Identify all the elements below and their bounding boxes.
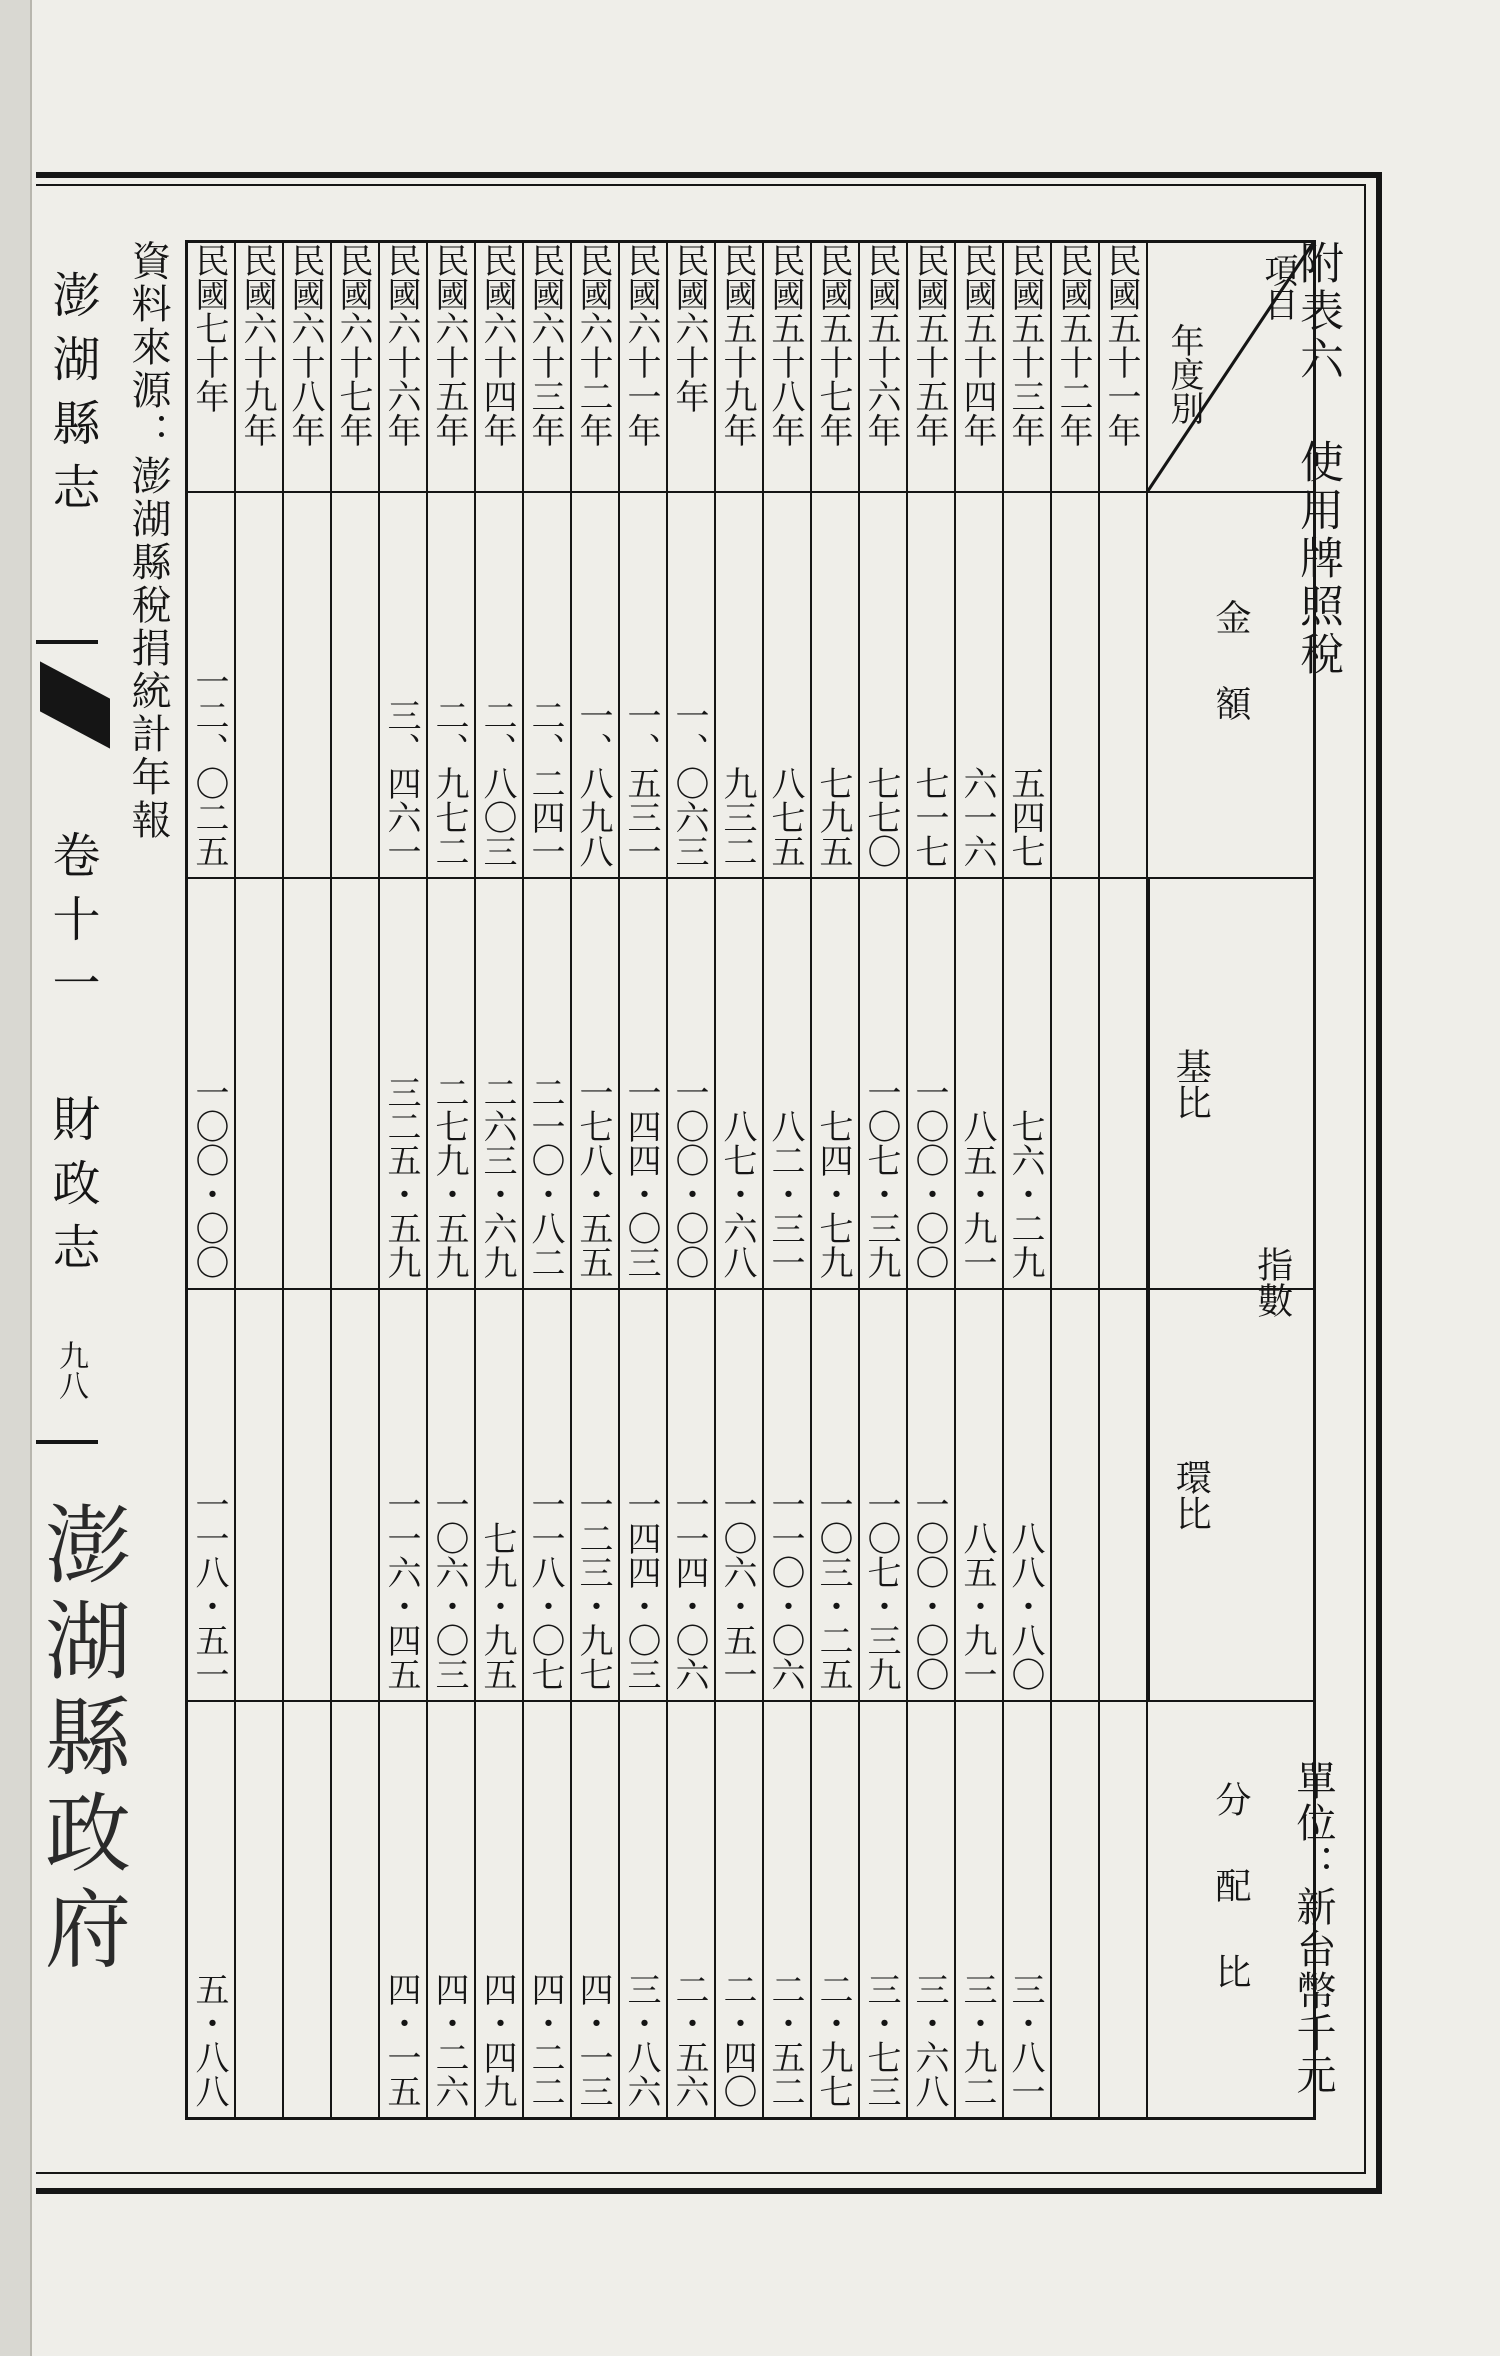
value-cell-base [907,878,955,1290]
divider-rule [36,640,98,644]
value-cell-chain [955,1289,1003,1701]
value-cell-base [187,878,236,1290]
value-dist: 四・二六 [429,1972,469,2108]
value-cell-dist [283,1701,331,2118]
government-stamp: 澎湖縣政府 [30,1500,130,1980]
header-chain-ratio [1147,1289,1315,1701]
value-amount: 九三二 [717,765,757,868]
value-cell-chain [235,1289,283,1701]
value-chain: 一〇〇・〇〇 [909,1487,949,1692]
year-cell [667,242,715,492]
value-chain: 一一〇・〇六 [765,1487,805,1692]
value-cell-amount [955,492,1003,878]
year-label: 民國五十四年 [957,243,997,447]
header-amount [1147,492,1315,878]
value-amount: 八七五 [765,765,805,868]
year-label: 民國六十九年 [237,243,277,447]
value-amount: 一二、〇二五 [189,663,229,868]
year-cell [235,242,283,492]
year-cell [907,242,955,492]
value-cell-base [859,878,907,1290]
value-cell-chain [715,1289,763,1701]
year-label: 民國五十五年 [909,243,949,447]
value-cell-amount [715,492,763,878]
year-cell [715,242,763,492]
value-cell-chain [763,1289,811,1701]
value-cell-amount [427,492,475,878]
value-cell-base [763,878,811,1290]
value-cell-amount [331,492,379,878]
value-dist: 二・九七 [813,1972,853,2108]
value-chain: 一〇三・二五 [813,1487,853,1692]
value-cell-base [1051,878,1099,1290]
value-dist: 三・九二 [957,1972,997,2108]
value-base: 二六三・六九 [477,1075,517,1280]
year-cell [475,242,523,492]
value-cell-dist [571,1701,619,2118]
value-cell-base [523,878,571,1290]
table-source: 資料來源：澎湖縣稅捐統計年報 [125,240,171,842]
year-label: 民國五十八年 [765,243,805,447]
value-base: 一四四・〇三 [621,1075,661,1280]
value-cell-amount [859,492,907,878]
year-cell [427,242,475,492]
value-cell-base [811,878,859,1290]
value-cell-amount [523,492,571,878]
year-cell [523,242,571,492]
year-label: 民國六十年 [669,243,709,413]
value-amount: 五四七 [1005,765,1045,868]
value-dist: 二・五二 [765,1972,805,2108]
value-cell-amount [811,492,859,878]
year-label: 民國五十七年 [813,243,853,447]
value-chain: 一〇六・〇三 [429,1487,469,1692]
value-dist: 二・五六 [669,1972,709,2108]
value-cell-amount [619,492,667,878]
page-number: 九八 [53,1340,88,1400]
year-cell [571,242,619,492]
value-dist: 四・一三 [573,1972,613,2108]
value-chain: 一一四・〇六 [669,1487,709,1692]
value-cell-chain [1099,1289,1147,1701]
year-label: 民國五十一年 [1101,243,1141,447]
year-label: 民國六十七年 [333,243,373,447]
value-amount: 七九五 [813,765,853,868]
value-amount: 二、八〇三 [477,697,517,868]
table-title: 附表六 使用牌照稅 [1292,240,1343,679]
value-base: 三二五・五九 [381,1075,421,1280]
value-cell-chain [571,1289,619,1701]
value-cell-base [571,878,619,1290]
year-label: 民國六十四年 [477,243,517,447]
value-cell-amount [475,492,523,878]
page-edge [0,0,32,2356]
value-cell-chain [331,1289,379,1701]
value-amount: 六一六 [957,765,997,868]
year-label: 民國七十年 [189,243,229,413]
header-base-ratio-text: 基比 [1170,1047,1212,1120]
year-cell [283,242,331,492]
value-cell-amount [283,492,331,878]
value-cell-dist [523,1701,571,2118]
value-cell-dist [235,1701,283,2118]
value-cell-base [379,878,427,1290]
value-amount: 三、四六一 [381,697,421,868]
value-chain: 一〇六・五一 [717,1487,757,1692]
value-base: 一〇七・三九 [861,1075,901,1280]
value-cell-base [667,878,715,1290]
year-cell [187,242,236,492]
value-base: 一〇〇・〇〇 [669,1075,709,1280]
value-cell-chain [811,1289,859,1701]
value-chain: 一二三・九七 [573,1487,613,1692]
value-cell-dist [811,1701,859,2118]
value-cell-amount [1051,492,1099,878]
year-cell [811,242,859,492]
value-cell-dist [1003,1701,1051,2118]
value-base: 八五・九一 [957,1109,997,1280]
value-base: 七六・二九 [1005,1109,1045,1280]
year-label: 民國五十六年 [861,243,901,447]
value-base: 八二・三一 [765,1109,805,1280]
book-title: 澎湖縣志 [44,270,100,526]
header-item-label: 項目 [1258,253,1298,321]
year-label: 民國五十二年 [1053,243,1093,447]
value-cell-base [331,878,379,1290]
value-cell-chain [907,1289,955,1701]
year-cell [619,242,667,492]
value-chain: 一一八・〇七 [525,1487,565,1692]
value-cell-base [619,878,667,1290]
header-base-ratio [1147,878,1315,1319]
value-dist: 三・八一 [1005,1972,1045,2108]
value-chain: 八八・八〇 [1005,1521,1045,1692]
value-chain: 一一六・四五 [381,1487,421,1692]
year-label: 民國六十三年 [525,243,565,447]
year-label: 民國五十三年 [1005,243,1045,447]
value-dist: 四・一五 [381,1972,421,2108]
value-base: 八七・六八 [717,1109,757,1280]
value-cell-amount [187,492,236,878]
value-cell-base [955,878,1003,1290]
value-cell-dist [475,1701,523,2118]
value-cell-dist [907,1701,955,2118]
value-cell-chain [523,1289,571,1701]
value-cell-amount [763,492,811,878]
value-cell-chain [283,1289,331,1701]
header-distribution-text: 分配比 [1210,1780,1251,2039]
value-cell-dist [379,1701,427,2118]
value-dist: 五・八八 [189,1972,229,2108]
value-dist: 三・七三 [861,1972,901,2108]
value-amount: 一、五三一 [621,697,661,868]
value-amount: 七七〇 [861,765,901,868]
value-dist: 三・六八 [909,1972,949,2108]
divider-rule-lower [36,1440,98,1444]
year-label: 民國六十八年 [285,243,325,447]
value-cell-amount [1099,492,1147,878]
value-cell-dist [763,1701,811,2118]
header-index: 指數 [1251,1246,1293,1319]
year-cell [1003,242,1051,492]
value-cell-amount [907,492,955,878]
value-base: 二一〇・八二 [525,1075,565,1280]
year-label: 民國六十二年 [573,243,613,447]
value-cell-dist [667,1701,715,2118]
header-amount-text: 金額 [1210,598,1251,771]
year-cell [859,242,907,492]
year-label: 民國五十九年 [717,243,757,447]
chapter-title: 卷十一 財政志 [44,830,100,1286]
year-cell [763,242,811,492]
year-label: 民國六十一年 [621,243,661,447]
value-amount: 一、八九八 [573,697,613,868]
value-chain: 一一八・五一 [189,1487,229,1692]
value-cell-chain [475,1289,523,1701]
year-cell [1051,242,1099,492]
value-cell-dist [427,1701,475,2118]
value-chain: 一〇七・三九 [861,1487,901,1692]
value-cell-base [1099,878,1147,1290]
value-cell-dist [859,1701,907,2118]
value-cell-amount [571,492,619,878]
value-cell-dist [715,1701,763,2118]
value-base: 二七九・五九 [429,1075,469,1280]
value-dist: 四・二二 [525,1972,565,2108]
value-chain: 一四四・〇三 [621,1487,661,1692]
value-cell-chain [1051,1289,1099,1701]
value-cell-dist [331,1701,379,2118]
value-dist: 二・四〇 [717,1972,757,2108]
value-cell-chain [667,1289,715,1701]
value-dist: 三・八六 [621,1972,661,2108]
year-cell [955,242,1003,492]
value-cell-base [1003,878,1051,1290]
value-cell-chain [1003,1289,1051,1701]
value-cell-chain [859,1289,907,1701]
value-cell-chain [379,1289,427,1701]
year-label: 民國六十六年 [381,243,421,447]
value-cell-amount [379,492,427,878]
value-dist: 四・四九 [477,1972,517,2108]
value-cell-dist [619,1701,667,2118]
value-cell-amount [667,492,715,878]
value-amount: 二、二四一 [525,697,565,868]
value-cell-chain [427,1289,475,1701]
header-distribution [1147,1701,1315,2118]
header-corner [1147,242,1315,492]
value-base: 一〇〇・〇〇 [909,1075,949,1280]
value-cell-dist [955,1701,1003,2118]
value-cell-dist [1099,1701,1147,2118]
value-amount: 二、九七二 [429,697,469,868]
table-unit: 單位：新台幣千元 [1290,1760,1336,2096]
value-cell-base [715,878,763,1290]
value-cell-dist [187,1701,236,2118]
year-cell [331,242,379,492]
header-year-label: 年度別 [1164,323,1204,425]
value-chain: 七九・九五 [477,1521,517,1692]
value-cell-base [427,878,475,1290]
value-cell-base [475,878,523,1290]
value-amount: 七一七 [909,765,949,868]
value-base: 一七八・五五 [573,1075,613,1280]
value-cell-chain [619,1289,667,1701]
year-cell [379,242,427,492]
value-cell-chain [187,1289,236,1701]
value-cell-base [283,878,331,1290]
year-label: 民國六十五年 [429,243,469,447]
header-chain-ratio-text: 環比 [1170,1459,1212,1532]
value-cell-dist [1051,1701,1099,2118]
value-base: 七四・七九 [813,1109,853,1280]
value-amount: 一、〇六三 [669,697,709,868]
value-chain: 八五・九一 [957,1521,997,1692]
value-cell-amount [235,492,283,878]
value-cell-base [235,878,283,1290]
tax-table [185,240,1316,2120]
year-cell [1099,242,1147,492]
value-cell-amount [1003,492,1051,878]
value-base: 一〇〇・〇〇 [189,1075,229,1280]
